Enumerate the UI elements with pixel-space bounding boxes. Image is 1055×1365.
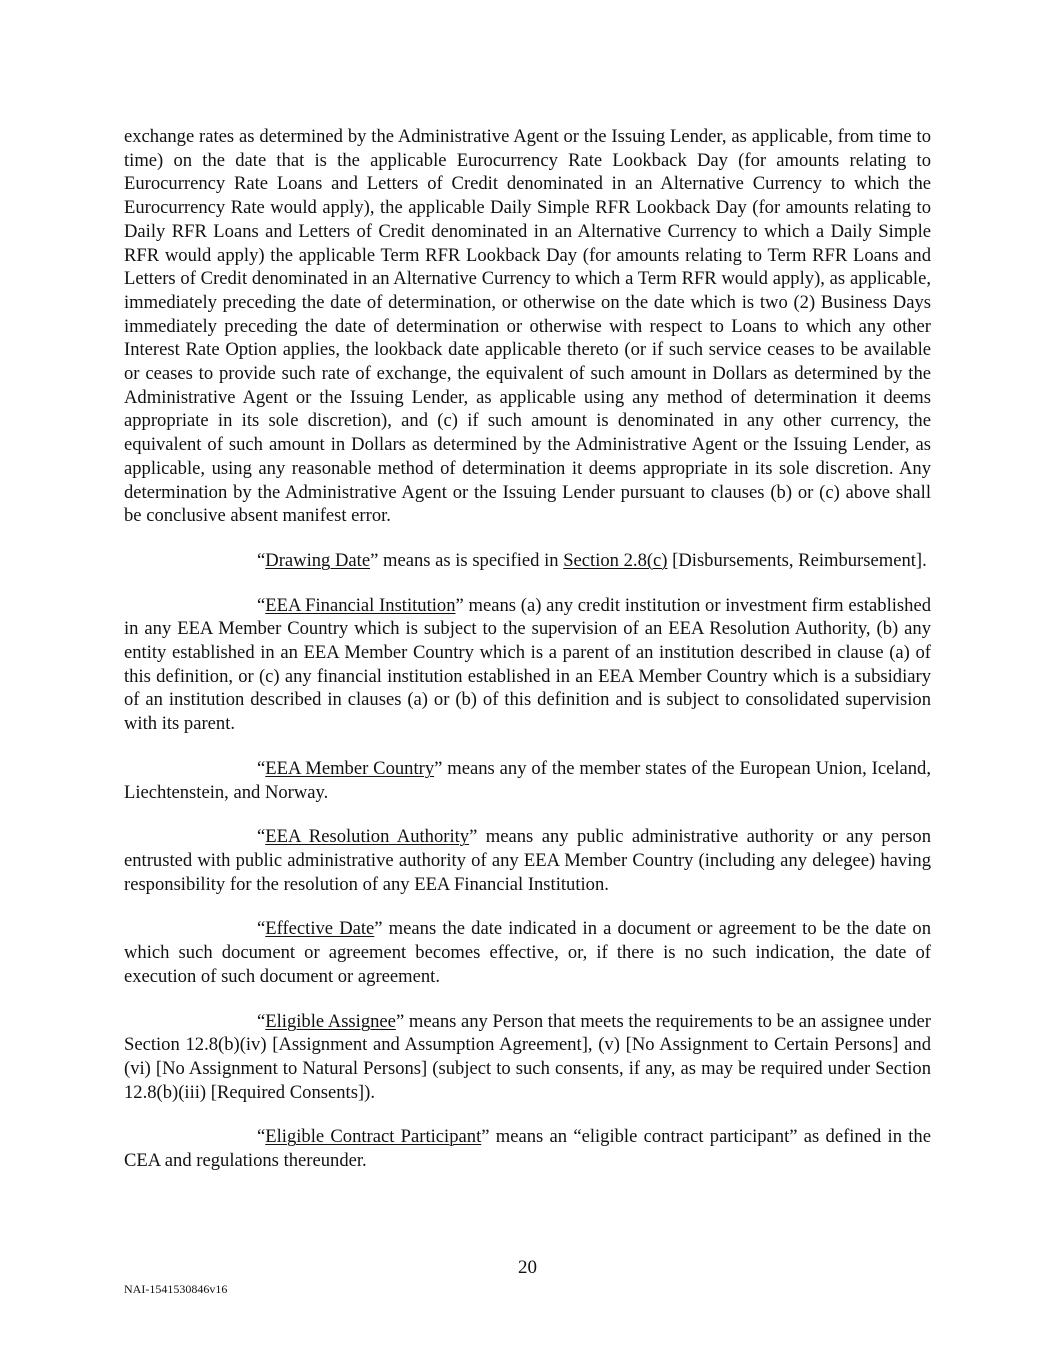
definition-text: ” means any of the member states of the European Union, Iceland, Liechtenstein, and Norway. xyxy=(124,757,931,803)
definition-text: ” means (a) any credit institution or investment firm established in any EEA Member Country which is subject to the supervision of an EEA Resolution Authority, (b) any entity established in an EEA Member Country which is a parent of an institution described in clause (a) of this definition, or (c) any financial institution established in an EEA Member Country which is a subsidiary of an institution described in clauses (a) or (b) of this definition and is subject to consolidated supervision with its parent. xyxy=(124,594,931,735)
definition-text: ” means as is specified in xyxy=(370,549,564,571)
defined-term: Eligible Contract Participant xyxy=(265,1126,482,1148)
open-quote: “ xyxy=(257,549,266,571)
defined-term: EEA Resolution Authority xyxy=(265,826,470,848)
document-body xyxy=(124,125,931,1194)
definition-eea-resolution-authority xyxy=(124,825,931,896)
open-quote: “ xyxy=(257,757,266,779)
definition-eea-member-country xyxy=(124,757,931,804)
definition-text: ” means any Person that meets the requirements to be an assignee under Section 12.8(b)(iv) [Assignment and Assumption Agreement], (v) [No Assignment to Certain Persons] and (vi) [No Assignment to Natural Persons] (subject to such consents, if any, as may be required under Section 12.8(b)(iii) [Required Consents]). xyxy=(124,1010,931,1103)
defined-term: Eligible Assignee xyxy=(265,1010,396,1032)
defined-term: Effective Date xyxy=(265,918,375,940)
open-quote: “ xyxy=(257,1126,266,1148)
open-quote: “ xyxy=(257,826,266,848)
definition-drawing-date xyxy=(124,549,931,573)
definition-text: ” means any public administrative authority or any person entrusted with public administrative authority of any EEA Member Country (including any delegee) having responsibility for the resolution of any EEA Financial Institution. xyxy=(124,826,931,895)
definition-effective-date xyxy=(124,917,931,988)
definition-text: ” means an “eligible contract participant” as defined in the CEA and regulations thereunder. xyxy=(124,1126,931,1172)
definition-eligible-contract-participant xyxy=(124,1125,931,1172)
open-quote: “ xyxy=(257,1010,266,1032)
definition-eligible-assignee xyxy=(124,1010,931,1105)
definition-text: ” means the date indicated in a document or agreement to be the date on which such document or agreement becomes effective, or, if there is no such indication, the date of execution of such document or agreement. xyxy=(124,918,931,987)
open-quote: “ xyxy=(257,594,266,616)
document-id: NAI-1541530846v16 xyxy=(124,1282,228,1296)
paragraph-continuation: exchange rates as determined by the Administrative Agent or the Issuing Lender, as applicable, from time to time) on the date that is the applicable Eurocurrency Rate Lookback Day (for amounts relating to Eurocurrency Rate Loans and Letters of Credit denominated in an Alternative Currency to which the Eurocurrency Rate would apply), the applicable Daily Simple RFR Lookback Day (for amounts relating to Daily RFR Loans and Letters of Credit denominated in an Alternative Currency to which a Daily Simple RFR would apply) the applicable Term RFR Lookback Day (for amounts relating to Term RFR Loans and Letters of Credit denominated in an Alternative Currency to which a Term RFR would apply), as applicable, immediately preceding the date of determination, or otherwise on the date which is two (2) Business Days immediately preceding the date of determination or otherwise with respect to Loans to which any other Interest Rate Option applies, the lookback date applicable thereto (or if such service ceases to be available or ceases to provide such rate of exchange, the equivalent of such amount in Dollars as determined by the Administrative Agent or the Issuing Lender, as applicable using any method of determination it deems appropriate in its sole discretion), and (c) if such amount is denominated in any other currency, the equivalent of such amount in Dollars as determined by the Administrative Agent or the Issuing Lender, as applicable, using any reasonable method of determination it deems appropriate in its sole discretion. Any determination by the Administrative Agent or the Issuing Lender pursuant to clauses (b) or (c) above shall be conclusive absent manifest error. xyxy=(124,126,931,527)
section-reference: Section 2.8(c) xyxy=(563,549,668,571)
page-number: 20 xyxy=(518,1257,537,1278)
defined-term: EEA Member Country xyxy=(265,757,435,779)
definition-eea-financial-institution xyxy=(124,594,931,736)
open-quote: “ xyxy=(257,918,266,940)
defined-term: Drawing Date xyxy=(265,549,371,571)
definition-text: [Disbursements, Reimbursement]. xyxy=(667,549,927,571)
defined-term: EEA Financial Institution xyxy=(265,594,456,616)
